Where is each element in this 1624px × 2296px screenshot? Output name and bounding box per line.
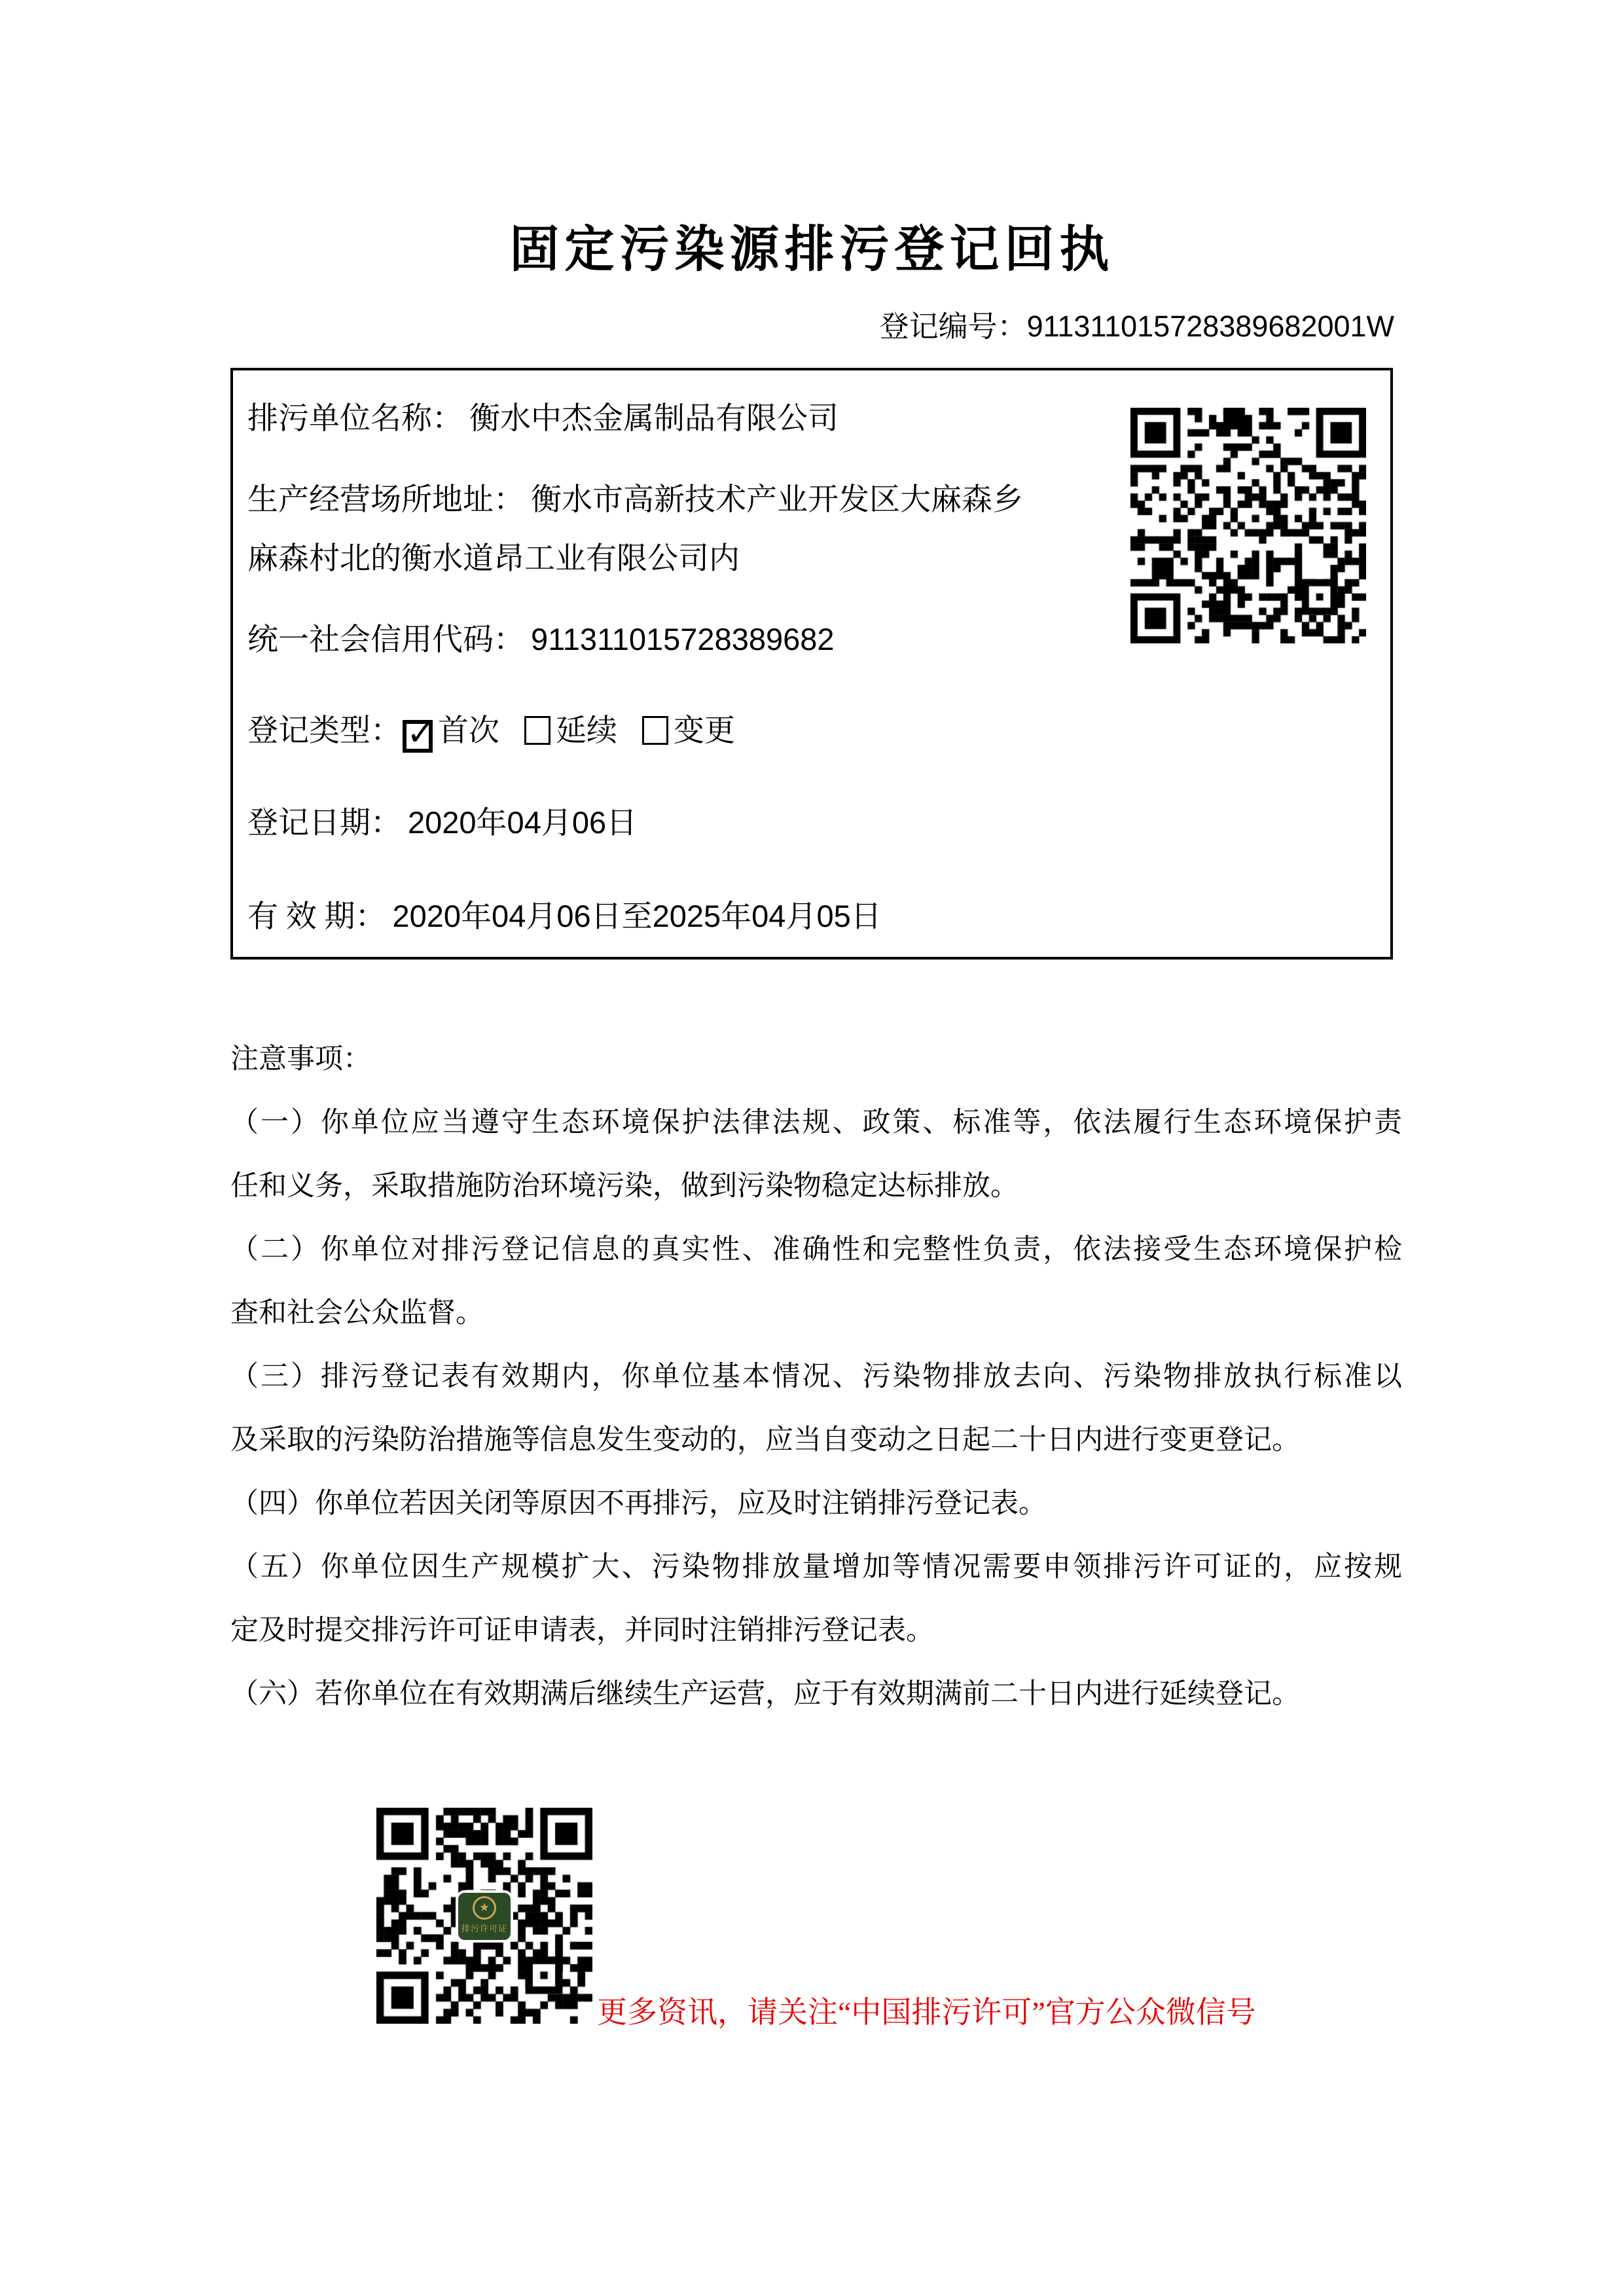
note-line: 及采取的污染防治措施等信息发生变动的，应当自变动之日起二十日内进行变更登记。: [230, 1425, 1300, 1456]
note-line: （五）你单位因生产规模扩大、污染物排放量增加等情况需要申领排污许可证的，应按规: [230, 1552, 1402, 1583]
valid-period-value: 2020年04月06日至2025年04月05日: [392, 899, 882, 933]
address-row-1: [247, 482, 1023, 518]
info-box: [230, 368, 1393, 960]
permit-logo-label: 排污许可证: [461, 1924, 507, 1933]
checkbox-unchecked-icon: [642, 716, 668, 745]
address-value-line2: 麻森村北的衡水道昂工业有限公司内: [247, 542, 740, 576]
note-line: 定及时提交排污许可证申请表，并同时注销排污登记表。: [230, 1615, 934, 1646]
address-value-line1: 衡水市高新技术产业开发区大麻森乡: [531, 483, 1023, 517]
registration-number-value: 911311015728389682001W: [1026, 310, 1394, 343]
registration-number: [880, 302, 1394, 345]
reg-date-row: [247, 805, 637, 841]
reg-type-option-label: 变更: [674, 714, 735, 748]
note-line: （三）排污登记表有效期内，你单位基本情况、污染物排放去向、污染物排放执行标准以: [230, 1361, 1402, 1392]
address-label: 生产经营场所地址：: [247, 483, 524, 517]
checkbox-unchecked-icon: [524, 716, 550, 745]
credit-code-row: [247, 622, 835, 658]
notes-section: [230, 1028, 1402, 1726]
reg-type-label: 登记类型：: [247, 714, 401, 748]
reg-type-option-label: 延续: [556, 714, 617, 748]
valid-period-label: 有 效 期：: [247, 900, 386, 934]
national-emblem-icon: ★: [473, 1896, 496, 1920]
note-line: 任和义务，采取措施防治环境污染，做到污染物稳定达标排放。: [230, 1171, 1019, 1202]
reg-date-value: 2020年04月06日: [408, 805, 638, 840]
registration-number-label: 登记编号：: [879, 310, 1027, 343]
credit-code-value: 911311015728389682: [531, 622, 835, 656]
pollution-permit-logo: [456, 1890, 513, 1943]
wechat-notice: 更多资讯，请关注“中国排污许可”官方公众微信号: [597, 1996, 1256, 2029]
unit-name-row: [247, 401, 839, 437]
note-line: 查和社会公众监督。: [230, 1298, 484, 1329]
unit-name-label: 排污单位名称：: [247, 402, 463, 436]
reg-type-option-first: [401, 714, 499, 753]
note-line: （二）你单位对排污登记信息的真实性、准确性和完整性负责，依法接受生态环境保护检: [230, 1234, 1402, 1265]
reg-type-option-renew: [523, 714, 617, 748]
note-line: （六）若你单位在有效期满后继续生产运营，应于有效期满前二十日内进行延续登记。: [230, 1679, 1300, 1710]
valid-period-row: [247, 899, 882, 935]
reg-type-option-label: 首次: [438, 714, 499, 748]
reg-type-row: [247, 713, 759, 753]
checkbox-checked-icon: ✓: [403, 720, 433, 753]
page-title: 固定污染源排污登记回执: [509, 223, 1115, 278]
reg-date-label: 登记日期：: [247, 806, 401, 840]
reg-type-option-change: [641, 714, 735, 748]
unit-name-value: 衡水中杰金属制品有限公司: [469, 402, 839, 436]
notes-heading: 注意事项：: [230, 1044, 371, 1075]
address-row-2: [247, 541, 740, 577]
registration-qr-code: [1130, 408, 1366, 643]
note-line: （一）你单位应当遵守生态环境保护法律法规、政策、标准等，依法履行生态环境保护责: [230, 1107, 1402, 1138]
note-line: （四）你单位若因关闭等原因不再排污，应及时注销排污登记表。: [230, 1488, 1047, 1519]
credit-code-label: 统一社会信用代码：: [247, 623, 524, 657]
